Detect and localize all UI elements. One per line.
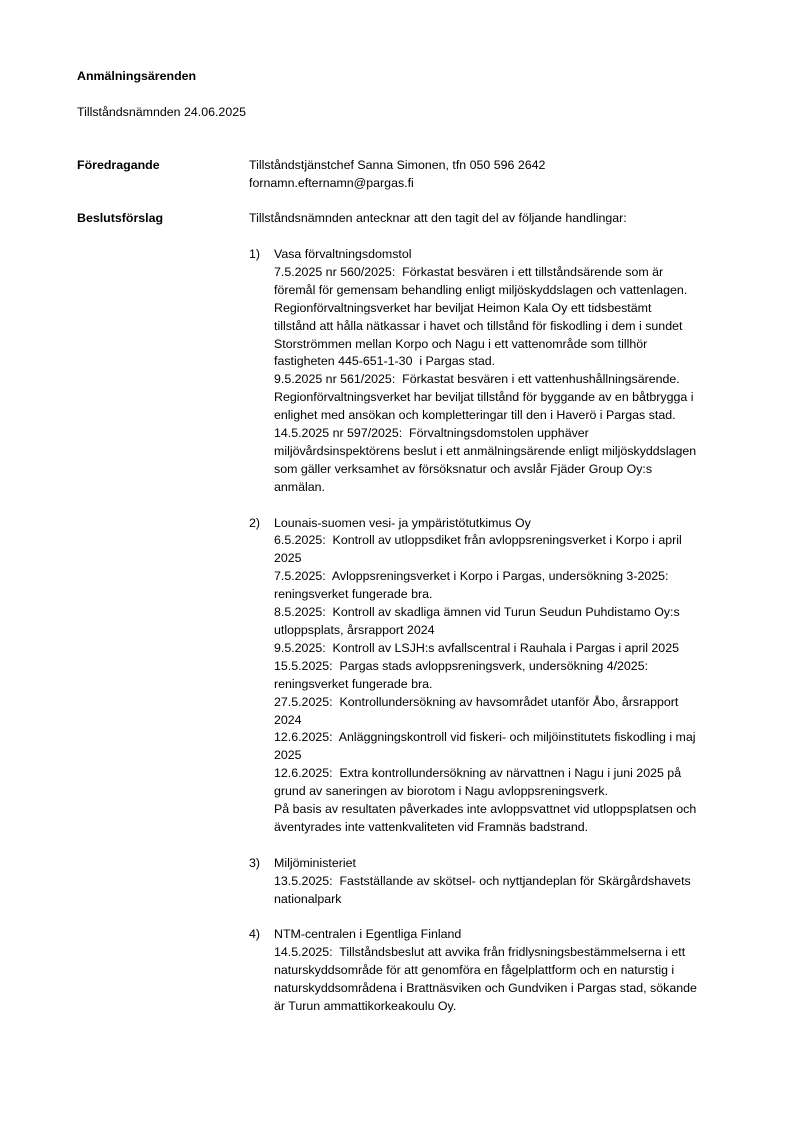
list-item-number: 3) bbox=[249, 855, 261, 870]
item-line: 6.5.2025: Kontroll av utloppsdiket från avloppsreningsverket i Korpo i april bbox=[274, 533, 682, 548]
item-line: Lounais-suomen vesi- ja ympäristötutkimus Oy bbox=[274, 515, 531, 530]
item-line: På basis av resultaten påverkades inte avloppsvattnet vid utloppsplatsen och bbox=[274, 802, 697, 817]
item-line: 27.5.2025: Kontrollundersökning av havsområdet utanför Åbo, årsrapport bbox=[274, 694, 679, 709]
list-item bbox=[249, 246, 749, 497]
presenter-name: Tillståndstjänstchef Sanna Simonen, tfn 050 596 2642 bbox=[249, 158, 546, 172]
item-line: tillstånd att hålla nätkassar i havet och tillstånd för fiskodling i dem i sundet bbox=[274, 318, 683, 333]
list-item-body bbox=[274, 246, 744, 497]
list-item-body bbox=[274, 926, 744, 1016]
item-line: 2025 bbox=[274, 748, 302, 763]
item-line: miljövårdsinspektörens beslut i ett anmälningsärende enligt miljöskyddslagen bbox=[274, 443, 697, 458]
item-line: Regionförvaltningsverket har beviljat tillstånd för byggande av en båtbrygga i bbox=[274, 390, 694, 405]
item-line: anmälan. bbox=[274, 479, 325, 494]
document-list bbox=[249, 246, 749, 1034]
item-line: äventyrades inte vattenkvaliteten vid Framnäs badstrand. bbox=[274, 819, 589, 834]
item-line: reningsverket fungerade bra. bbox=[274, 676, 433, 691]
item-line: 12.6.2025: Anläggningskontroll vid fiskeri- och miljöinstitutets fiskodling i maj bbox=[274, 730, 696, 745]
item-line: naturskyddsområdena i Brattnäsviken och Gundviken i Pargas stad, sökande bbox=[274, 981, 697, 996]
item-line: fastigheten 445-651-1-30 i Pargas stad. bbox=[274, 354, 496, 369]
item-line: föremål för gemensam behandling enligt miljöskyddslagen och vattenlagen. bbox=[274, 282, 688, 297]
item-line: 7.5.2025 nr 560/2025: Förkastat besvären i ett tillståndsärende som är bbox=[274, 264, 664, 279]
item-line: 13.5.2025: Fastställande av skötsel- och nyttjandeplan för Skärgårdshavets bbox=[274, 873, 691, 888]
document-heading: Anmälningsärenden bbox=[77, 69, 197, 83]
item-line: Vasa förvaltningsdomstol bbox=[274, 247, 412, 261]
list-item-number: 4) bbox=[249, 927, 261, 942]
item-line: naturskyddsområde för att genomföra en fågelplattform och en naturstig i bbox=[274, 963, 675, 978]
item-line: Regionförvaltningsverket har beviljat Heimon Kala Oy ett tidsbestämt bbox=[274, 300, 652, 315]
proposal-label: Beslutsförslag bbox=[77, 211, 164, 225]
list-item bbox=[249, 515, 749, 837]
list-item bbox=[249, 926, 749, 1016]
item-line: 2024 bbox=[274, 712, 302, 727]
list-item-number: 1) bbox=[249, 247, 261, 261]
item-line: 9.5.2025: Kontroll av LSJH:s avfallscentral i Rauhala i Pargas i april 2025 bbox=[274, 640, 679, 655]
item-line: 7.5.2025: Avloppsreningsverket i Korpo i Pargas, undersökning 3-2025: bbox=[274, 569, 669, 584]
proposal-intro: Tillståndsnämnden antecknar att den tagit del av följande handlingar: bbox=[249, 211, 627, 225]
item-line: Storströmmen mellan Korpo och Nagu i ett vattenområde som tillhör bbox=[274, 336, 648, 351]
item-line: grund av saneringen av biorotom i Nagu avloppsreningsverk. bbox=[274, 784, 609, 799]
presenter-details bbox=[249, 157, 749, 193]
presenter-label: Föredragande bbox=[77, 158, 160, 172]
item-line: 14.5.2025 nr 597/2025: Förvaltningsdomstolen upphäver bbox=[274, 426, 589, 441]
item-line: 2025 bbox=[274, 551, 302, 566]
list-item-body bbox=[274, 515, 744, 837]
item-line: utloppsplats, årsrapport 2024 bbox=[274, 623, 435, 638]
item-line: 9.5.2025 nr 561/2025: Förkastat besvären i ett vattenhushållningsärende. bbox=[274, 372, 680, 387]
item-line: nationalpark bbox=[274, 891, 342, 906]
item-line: 12.6.2025: Extra kontrollundersökning av närvattnen i Nagu i juni 2025 på bbox=[274, 766, 682, 781]
item-line: NTM-centralen i Egentliga Finland bbox=[274, 927, 462, 942]
item-line: 15.5.2025: Pargas stads avloppsreningsverk, undersökning 4/2025: bbox=[274, 658, 649, 673]
item-line: är Turun ammattikorkeakoulu Oy. bbox=[274, 999, 457, 1014]
list-item-number: 2) bbox=[249, 515, 261, 530]
list-item-body bbox=[274, 855, 744, 909]
item-line: enlighet med ansökan och kompletteringar till den i Haverö i Pargas stad. bbox=[274, 408, 676, 423]
item-line: Miljöministeriet bbox=[274, 855, 356, 870]
meeting-line: Tillståndsnämnden 24.06.2025 bbox=[77, 105, 246, 119]
item-line: som gäller verksamhet av försöksnatur och avslår Fjäder Group Oy:s bbox=[274, 461, 653, 476]
list-item bbox=[249, 855, 749, 909]
presenter-email: fornamn.efternamn@pargas.fi bbox=[249, 175, 414, 190]
item-line: 8.5.2025: Kontroll av skadliga ämnen vid Turun Seudun Puhdistamo Oy:s bbox=[274, 605, 680, 620]
item-line: 14.5.2025: Tillståndsbeslut att avvika från fridlysningsbestämmelserna i ett bbox=[274, 945, 686, 960]
item-line: reningsverket fungerade bra. bbox=[274, 587, 433, 602]
